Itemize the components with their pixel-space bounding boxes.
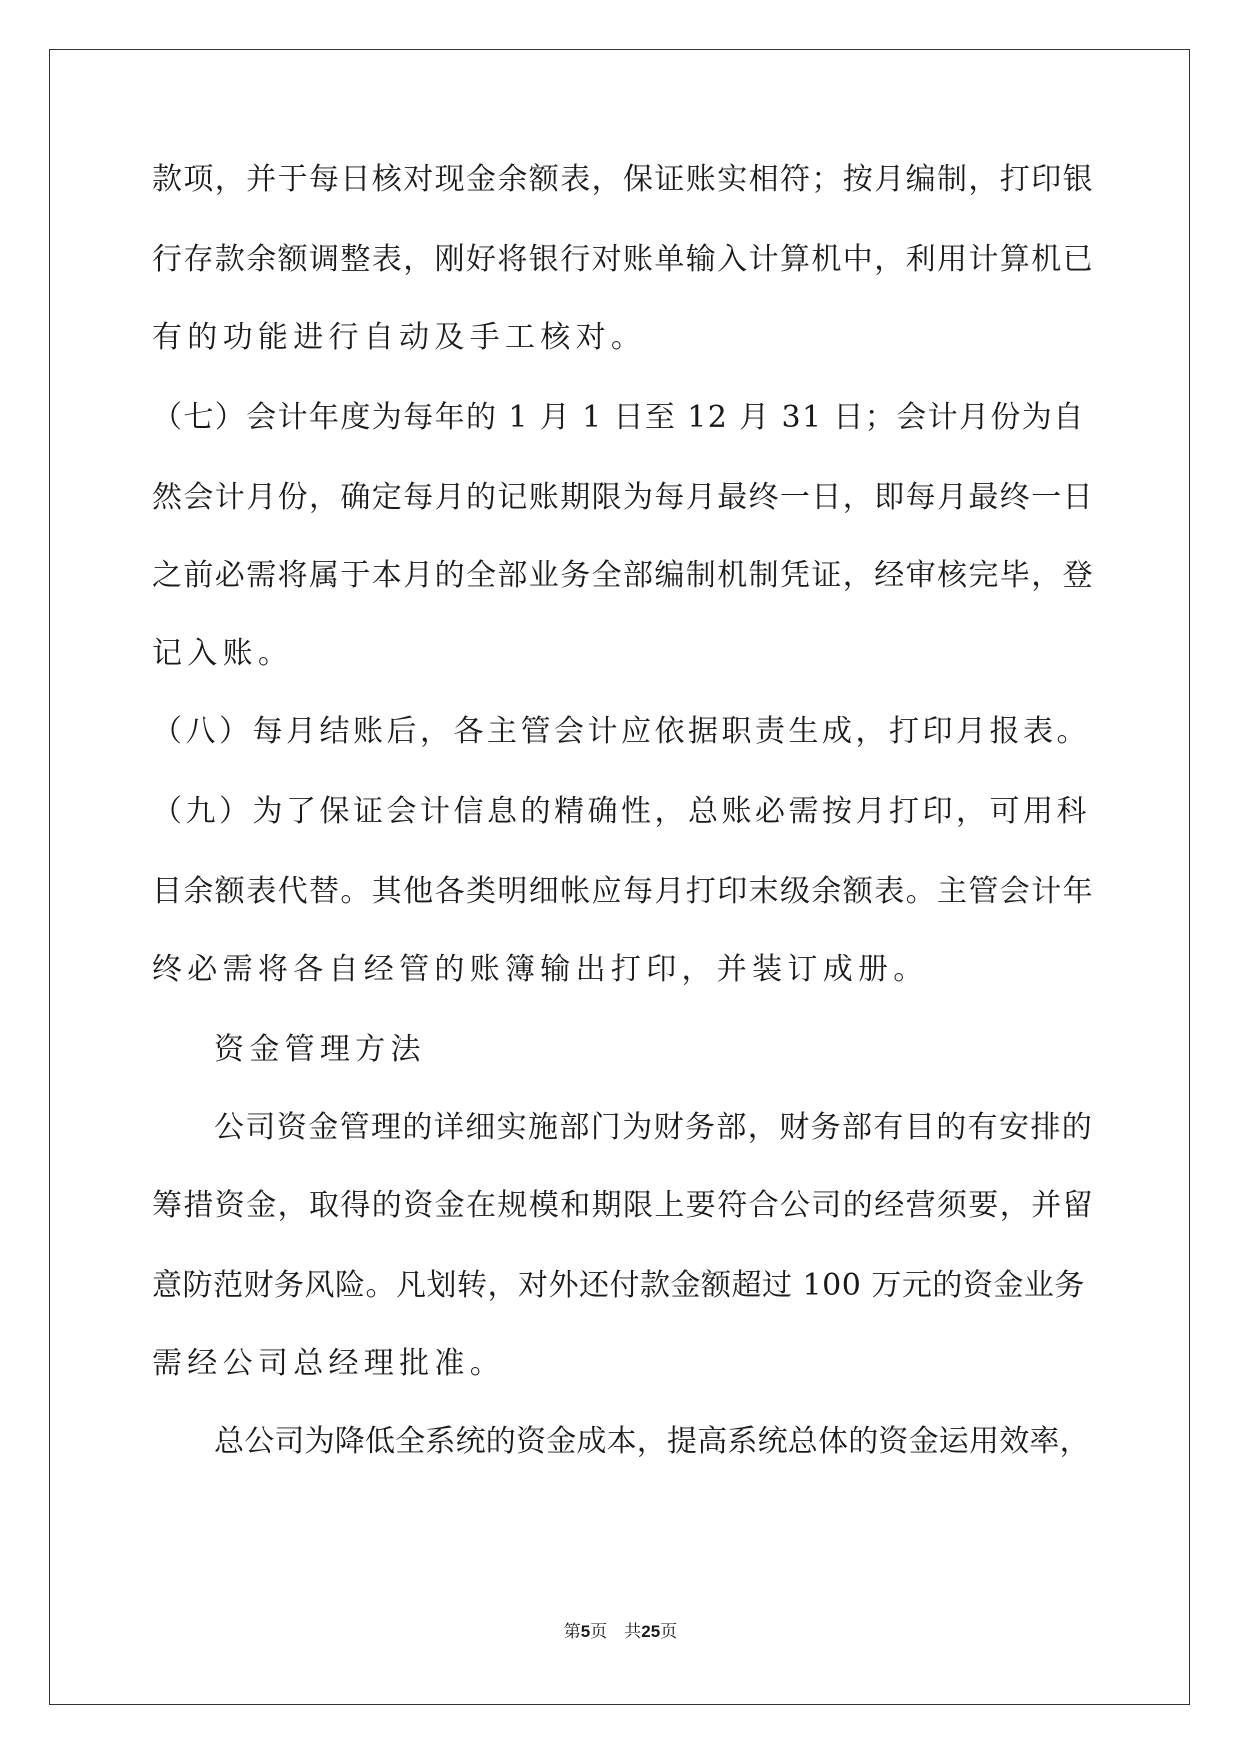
footer-suffix: 页 — [660, 1622, 678, 1642]
footer-mid: 页 共 — [590, 1622, 642, 1642]
text-line: 公司资金管理的详细实施部门为财务部，财务部有目的有安排的 — [214, 1110, 1094, 1145]
text-line: （九）为了保证会计信息的精确性，总账必需按月打印，可用科 — [152, 794, 1090, 829]
text-line: （八）每月结账后，各主管会计应依据职责生成，打印月报表。 — [152, 714, 1090, 749]
text-line: 然会计月份，确定每月的记账期限为每月最终一日，即每月最终一日 — [152, 480, 1094, 515]
page-footer — [0, 1617, 1241, 1642]
total-pages: 25 — [641, 1622, 661, 1641]
text-line: 终必需将各自经管的账簿输出打印，并装订成册。 — [152, 952, 929, 987]
text-line: 款项，并于每日核对现金余额表，保证账实相符；按月编制，打印银 — [152, 162, 1094, 197]
text-line: 目余额表代替。其他各类明细帐应每月打印末级余额表。主管会计年 — [152, 874, 1094, 909]
text-line: 筹措资金，取得的资金在规模和期限上要符合公司的经营须要，并留 — [152, 1188, 1094, 1223]
text-line: 意防范财务风险。凡划转，对外还付款金额超过 100 万元的资金业务 — [152, 1268, 1085, 1303]
text-line: 之前必需将属于本月的全部业务全部编制机制凭证，经审核完毕，登 — [152, 558, 1094, 593]
text-line: 总公司为降低全系统的资金成本，提高系统总体的资金运用效率， — [214, 1424, 1090, 1459]
text-line: 记入账。 — [152, 636, 294, 671]
text-line: 行存款余额调整表，刚好将银行对账单输入计算机中，利用计算机已 — [152, 242, 1094, 277]
page-number: 5 — [580, 1622, 591, 1641]
text-line: （七）会计年度为每年的 1 月 1 日至 12 月 31 日；会计月份为自 — [152, 400, 1085, 435]
text-line: 需经公司总经理批准。 — [152, 1346, 505, 1381]
text-line: 有的功能进行自动及手工核对。 — [152, 320, 647, 355]
footer-prefix: 第 — [563, 1622, 581, 1642]
section-heading: 资金管理方法 — [214, 1032, 426, 1067]
